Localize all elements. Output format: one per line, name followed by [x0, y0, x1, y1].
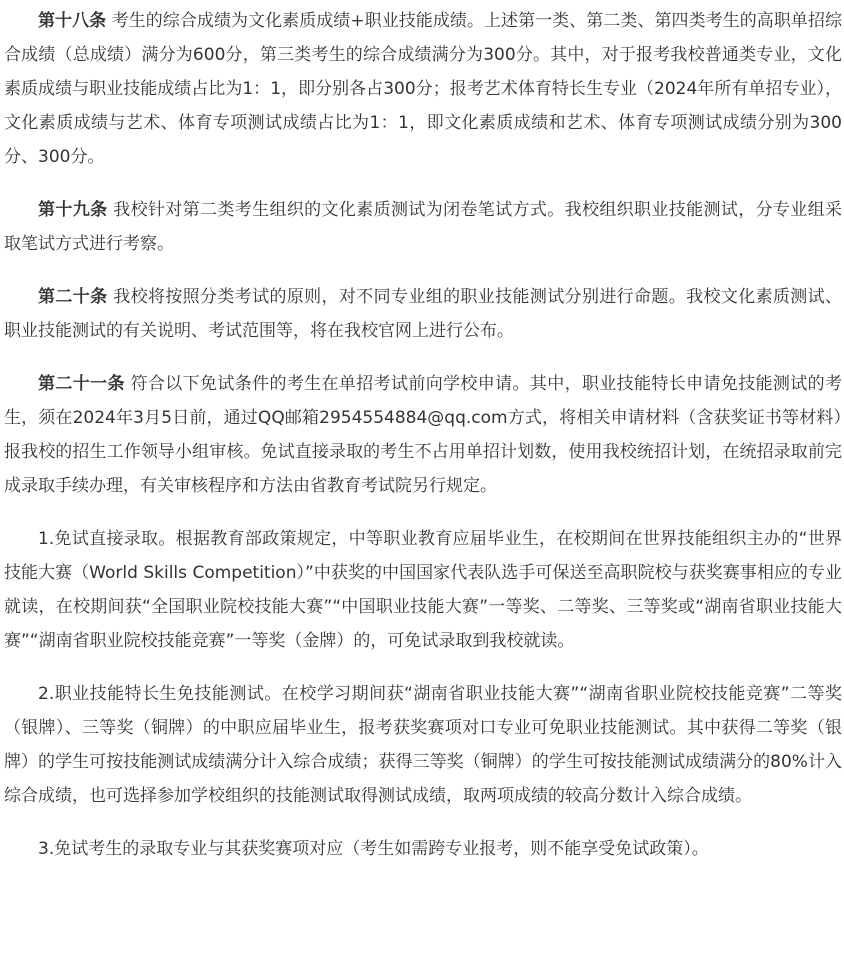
article-21-paragraph: [4, 367, 842, 503]
article-text: 我校将按照分类考试的原则，对不同专业组的职业技能测试分别进行命题。我校文化素质测试、职业技能测试的有关说明、考试范围等，将在我校官网上进行公布。: [4, 287, 843, 341]
clause-text: 3.免试考生的录取专业与其获奖赛项对应（考生如需跨专业报考，则不能享受免试政策）。: [38, 839, 709, 859]
article-text: 符合以下免试条件的考生在单招考试前向学校申请。其中，职业技能特长申请免技能测试的考生，须在2024年3月5日前，通过QQ邮箱2954554884@qq.com方式，将相关申请材料（含获奖证书等材料）报我校的招生工作领导小组审核。免试直接录取的考生不占用单招计划数，使用我校统招计划，在统招录取前完成录取手续办理，有关审核程序和方法由省教育考试院另行规定。: [4, 374, 843, 496]
article-20-paragraph: [4, 280, 842, 348]
article-number: 第十八条: [38, 11, 107, 31]
clause-1-paragraph: [4, 522, 842, 658]
article-text: 我校针对第二类考生组织的文化素质测试为闭卷笔试方式。我校组织职业技能测试，分专业组采取笔试方式进行考察。: [4, 200, 843, 254]
clause-2-paragraph: [4, 677, 842, 813]
article-text: 考生的综合成绩为文化素质成绩+职业技能成绩。上述第一类、第二类、第四类考生的高职单招综合成绩（总成绩）满分为600分，第三类考生的综合成绩满分为300分。其中，对于报考我校普通类专业，文化素质成绩与职业技能成绩占比为1：1，即分别各占300分；报考艺术体育特长生专业（2024年所有单招专业），文化素质成绩与艺术、体育专项测试成绩占比为1：1，即文化素质成绩和艺术、体育专项测试成绩分别为300分、300分。: [4, 11, 842, 167]
article-body: [4, 4, 842, 866]
article-number: 第十九条: [38, 200, 108, 220]
clause-text: 2.职业技能特长生免技能测试。在校学习期间获“湖南省职业技能大赛”“湖南省职业院校技能竞赛”二等奖（银牌）、三等奖（铜牌）的中职应届毕业生，报考获奖赛项对口专业可免职业技能测试。其中获得二等奖（银牌）的学生可按技能测试成绩满分计入综合成绩；获得三等奖（铜牌）的学生可按技能测试成绩满分的80%计入综合成绩，也可选择参加学校组织的技能测试取得测试成绩，取两项成绩的较高分数计入综合成绩。: [4, 684, 842, 806]
article-number: 第二十条: [38, 287, 108, 307]
article-18-paragraph: [4, 4, 842, 174]
clause-3-paragraph: [4, 832, 842, 866]
clause-text: 1.免试直接录取。根据教育部政策规定，中等职业教育应届毕业生，在校期间在世界技能组织主办的“世界技能大赛（World Skills Competition）”中获奖的中国国家代表队选手可保送至高职院校与获奖赛事相应的专业就读，在校期间获“全国职业院校技能大赛”“中国职业技能大赛”一等奖、二等奖、三等奖或“湖南省职业技能大赛”“湖南省职业院校技能竞赛”一等奖（金牌）的，可免试录取到我校就读。: [4, 529, 842, 651]
article-number: 第二十一条: [38, 374, 125, 394]
article-19-paragraph: [4, 193, 842, 261]
